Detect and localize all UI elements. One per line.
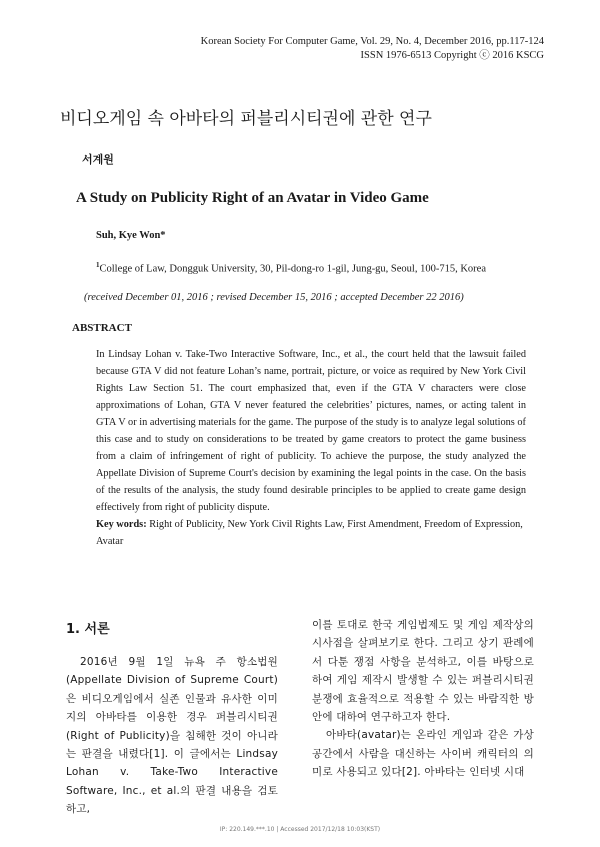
right-column: [312, 616, 534, 782]
keywords-text: Right of Publicity, New York Civil Rights Law, First Amendment, Freedom of Expression, Avatar: [96, 519, 523, 547]
access-footer: IP: 220.149.***.10 | Accessed 2017/12/18 10:03(KST): [219, 826, 381, 833]
issn-copyright: ISSN 1976-6513 Copyright ⓒ 2016 KSCG: [360, 50, 544, 61]
affiliation-text: College of Law, Dongguk University, 30, Pil-dong-ro 1-gil, Jung-gu, Seoul, 100-715, Korea: [99, 263, 487, 275]
affiliation-marker: 1: [96, 261, 100, 269]
right-column-paragraph-2: 아바타(avatar)는 온라인 게임과 같은 가상공간에서 사람을 대신하는 사이버 캐릭터의 의미로 사용되고 있다[2]. 아바타는 인터넷 시대: [312, 729, 534, 779]
left-column-text: 2016년 9월 1일 뉴욕 주 항소법원(Appellate Division of Supreme Court)은 비디오게임에서 실존 인물과 유사한 이미지의 아바타를 이용한 경우 퍼블리시티권(Right of Publicity)을 침해한 것이 아니라는 판결을 내렸다[1]. 이 글에서는 Lindsay Lohan v. Take-Two Interactive Software, Inc., et al.의 판결 내용을 검토하고,: [66, 656, 278, 816]
section-heading: 1. 서론: [66, 622, 110, 637]
korean-title: 비디오게임 속 아바타의 퍼블리시티권에 관한 연구: [60, 109, 432, 129]
journal-header: [201, 35, 544, 63]
keywords-label: Key words:: [96, 519, 147, 530]
english-title: A Study on Publicity Right of an Avatar in Video Game: [76, 190, 429, 206]
submission-dates: (received December 01, 2016 ; revised December 15, 2016 ; accepted December 22 2016): [84, 292, 464, 303]
abstract-body: In Lindsay Lohan v. Take-Two Interactive Software, Inc., et al., the court held that the lawsuit failed because GTA V did not feature Lohan’s name, portrait, picture, or voice as required by New York Civil Rights Law Section 51. The court emphasized that, even if the GTA V characters were close approximations of Lohan, GTA V never featured the celebrities’ pictures, names, or acting talent in GTA V or in advertising materials for the game. The purpose of the study is to analyze legal solutions of this case and to study on considerations to be treated by game creators to protect the game business from a claim of infringement of right of publicity. To achieve the purpose, the study analyzed the Appellate Division of Supreme Court's decision by examining the legal points in the case. On the basis of the results of the analysis, the study found desirable principles to be applied to create game design effectively from right of publicity dispute.: [96, 349, 526, 513]
right-column-paragraph-1: 이를 토대로 한국 게임법제도 및 게임 제작상의 시사점을 살펴보기로 한다. 그리고 상기 판례에서 다툰 쟁점 사항을 분석하고, 이를 바탕으로 하여 게임 제작시 발생할 수 있는 퍼블리시티권 분쟁에 효율적으로 적용할 수 있는 바람직한 방안에 대하여 연구하고자 한다.: [312, 619, 534, 724]
korean-author: 서계원: [82, 153, 114, 166]
abstract-heading: ABSTRACT: [72, 322, 132, 334]
journal-citation: Korean Society For Computer Game, Vol. 29, No. 4, December 2016, pp.117-124: [200, 36, 544, 47]
affiliation: [96, 261, 486, 275]
keywords: [96, 516, 526, 550]
english-author: Suh, Kye Won*: [96, 230, 166, 241]
